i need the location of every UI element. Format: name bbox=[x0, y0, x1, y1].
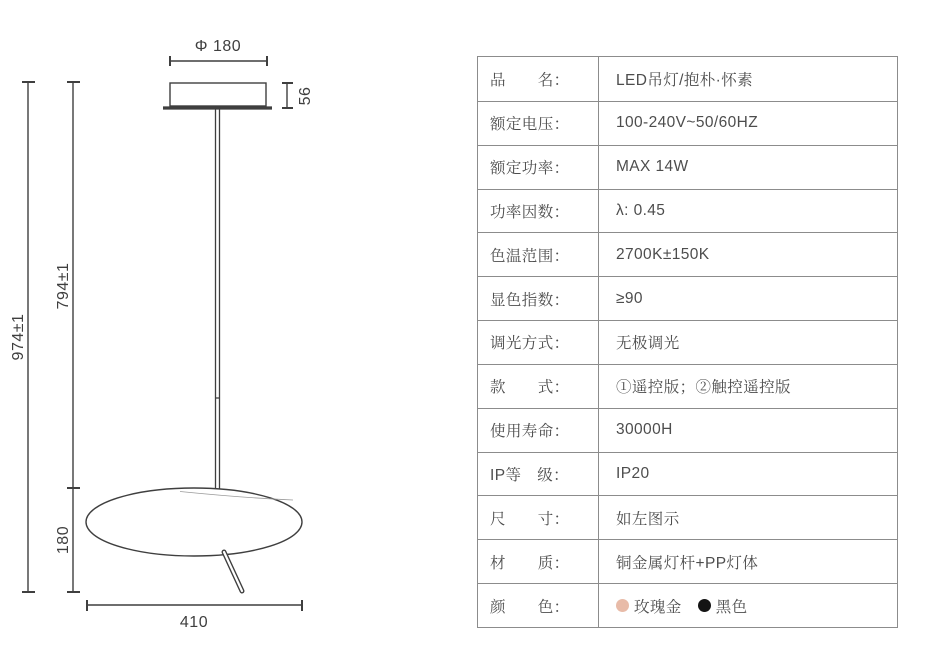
spec-value-color-temp: 2700K±150K bbox=[599, 232, 897, 276]
spec-value-product-name: LED吊灯/抱朴·怀素 bbox=[616, 71, 754, 89]
spec-value-material: 铜金属灯杆+PP灯体 bbox=[599, 539, 897, 583]
spec-label-power-factor: 功率因数： bbox=[478, 189, 599, 233]
spec-value-color bbox=[599, 583, 897, 627]
black-label: 黑色 bbox=[715, 598, 748, 616]
spec-label-style: 款 式： bbox=[478, 364, 599, 408]
spec-value-style: ①遥控版；②触控遥控版 bbox=[599, 364, 897, 408]
black-dot bbox=[698, 599, 711, 612]
angled-stem bbox=[224, 552, 242, 591]
dim-drop-height-label: 794±1 bbox=[55, 262, 73, 310]
spec-value-lifespan: 30000H bbox=[599, 408, 897, 452]
spec-value-dimming: 无极调光 bbox=[599, 320, 897, 364]
dimension-drop-and-shade bbox=[55, 82, 80, 592]
spec-label-rated-power: 额定功率： bbox=[478, 145, 599, 189]
dim-canopy-height-label: 56 bbox=[297, 86, 315, 106]
spec-value-size: 如左图示 bbox=[599, 495, 897, 539]
spec-label-color: 颜 色： bbox=[478, 583, 599, 627]
spec-label-cri: 显色指数： bbox=[478, 276, 599, 320]
dimension-total-height bbox=[10, 82, 35, 592]
spec-value-rated-power: MAX 14W bbox=[599, 145, 897, 189]
spec-value-ip-rating: IP20 bbox=[599, 452, 897, 496]
spec-value-rated-voltage: 100-240V~50/60HZ bbox=[599, 101, 897, 145]
spec-label-product-name: 品 名： bbox=[478, 57, 599, 101]
dimension-diameter bbox=[170, 38, 267, 66]
canopy bbox=[163, 83, 272, 108]
lamp-shade bbox=[86, 488, 302, 556]
dim-diameter-label: Φ 180 bbox=[194, 38, 242, 55]
spec-label-ip-rating: IP等 级： bbox=[478, 452, 599, 496]
dimension-shade-width bbox=[87, 600, 302, 631]
color-option-black bbox=[698, 595, 748, 617]
spec-value-cri: ≥90 bbox=[599, 276, 897, 320]
spec-label-color-temp: 色温范围： bbox=[478, 232, 599, 276]
dim-shade-height-label: 180 bbox=[55, 525, 73, 555]
rose-gold-label: 玫瑰金 bbox=[634, 598, 682, 616]
dim-total-height-label: 974±1 bbox=[10, 313, 28, 361]
spec-label-lifespan: 使用寿命： bbox=[478, 408, 599, 452]
lamp-technical-drawing bbox=[0, 0, 460, 650]
spec-label-size: 尺 寸： bbox=[478, 495, 599, 539]
color-option-rose-gold bbox=[616, 595, 682, 617]
canopy-body bbox=[170, 83, 266, 106]
suspension-rod bbox=[215, 108, 220, 491]
dimension-canopy-height bbox=[282, 83, 314, 108]
rose-gold-dot bbox=[616, 599, 629, 612]
spec-table bbox=[477, 56, 898, 628]
dim-shade-width-label: 410 bbox=[179, 614, 209, 631]
spec-label-rated-voltage: 额定电压： bbox=[478, 101, 599, 145]
spec-label-material: 材 质： bbox=[478, 539, 599, 583]
spec-value-power-factor: λ: 0.45 bbox=[599, 189, 897, 233]
spec-label-dimming: 调光方式： bbox=[478, 320, 599, 364]
